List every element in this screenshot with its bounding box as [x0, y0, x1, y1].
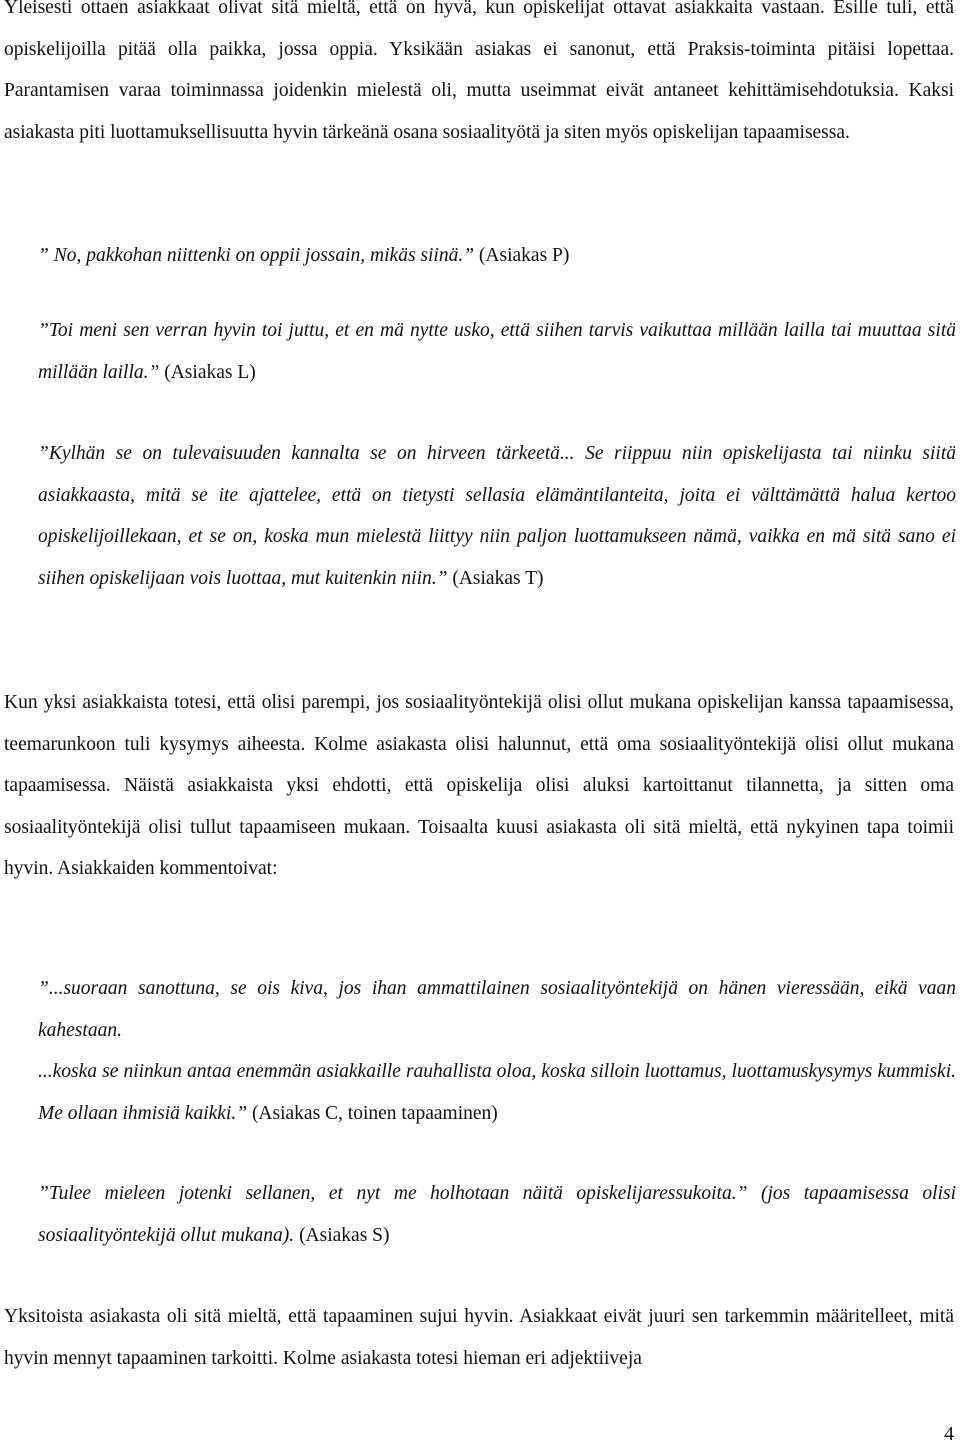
- quote-source: (Asiakas S): [294, 1224, 390, 1246]
- quote-source: (Asiakas C, toinen tapaaminen): [247, 1102, 498, 1124]
- quote-text: ”Toi meni sen verran hyvin toi juttu, et en mä nytte usko, että siihen tarvis vaikuttaa millään lailla tai muuttaa sitä millään lailla.”: [38, 320, 956, 383]
- quote-text: ” No, pakkohan niittenki on oppii jossain, mikäs siinä.”: [38, 245, 475, 266]
- paragraph-social-worker-presence: Kun yksi asiakkaista totesi, että olisi parempi, jos sosiaalityöntekijä olisi ollut mukana opiskelijan kanssa tapaamisessa, teemarunkoon tuli kysymys aiheesta. Kolme asiakasta olisi halunnut, että oma sosiaalityöntekijä olisi ollut mukana tapaamisessa. Näistä asiakkaista yksi ehdotti, että opiskelija olisi aluksi kartoittanut tilannetta, ja sitten oma sosiaalityöntekijä olisi tullut tapaamiseen mukaan. Toisaalta kuusi asiakasta oli sitä mieltä, että nykyinen tapa toimii hyvin. Asiakkaiden kommentoivat:: [4, 692, 954, 879]
- page-number: 4: [944, 1423, 954, 1445]
- paragraph-meeting-success: Yksitoista asiakasta oli sitä mieltä, että tapaaminen sujui hyvin. Asiakkaat eivät juuri sen tarkemmin määritelleet, mitä hyvin mennyt tapaaminen tarkoitti. Kolme asiakasta totesi hieman eri adjektiiveja: [4, 1306, 954, 1369]
- quote-client-s: [38, 1173, 956, 1256]
- quote-text: ...koska se niinkun antaa enemmän asiakkaille rauhallista oloa, koska silloin luottamus, luottamuskysymys kummiski. Me ollaan ihmisiä kaikki.”: [38, 1061, 956, 1124]
- quote-client-c: [38, 968, 956, 1134]
- quote-client-l: [38, 310, 956, 393]
- quote-line: [38, 1051, 956, 1134]
- quote-line: [38, 968, 956, 1051]
- quote-text: ”Tulee mieleen jotenki sellanen, et nyt me holhotaan näitä opiskelijaressukoita.” (jos tapaamisessa olisi sosiaalityöntekijä ollut mukana).: [38, 1183, 956, 1246]
- quote-source: (Asiakas P): [474, 245, 570, 266]
- quote-client-p: [38, 235, 956, 277]
- quote-source: (Asiakas T): [447, 567, 544, 589]
- quote-source: (Asiakas L): [159, 361, 256, 383]
- quote-text: ”Kylhän se on tulevaisuuden kannalta se on hirveen tärkeetä... Se riippuu niin opiskelijasta tai niinku siitä asiakkaasta, mitä se ite ajattelee, että on tietysti sellasia elämäntilanteita, joita ei välttämättä halua kertoo opiskelijoillekaan, et se on, koska mun mielestä liittyy niin paljon luottamukseen nämä, vaikka en mä sitä sano ei siihen opiskelijaan vois luottaa, mut kuitenkin niin.”: [38, 443, 956, 589]
- quote-text: ”...suoraan sanottuna, se ois kiva, jos ihan ammattilainen sosiaalityöntekijä on hänen vieressään, eikä vaan kahestaan.: [38, 978, 956, 1041]
- quote-client-t: [38, 433, 956, 599]
- paragraph-client-views: Yleisesti ottaen asiakkaat olivat sitä mieltä, että on hyvä, kun opiskelijat ottavat asiakkaita vastaan. Esille tuli, että opiskelijoilla pitää olla paikka, jossa oppia. Yksikään asiakas ei sanonut, että Praksis-toiminta pitäisi lopettaa. Parantamisen varaa toiminnassa joidenkin mielestä oli, mutta useimmat eivät antaneet kehittämisehdotuksia. Kaksi asiakasta piti luottamuksellisuutta hyvin tärkeänä osana sosiaalityötä ja siten myös opiskelijan tapaamisessa.: [4, 0, 954, 143]
